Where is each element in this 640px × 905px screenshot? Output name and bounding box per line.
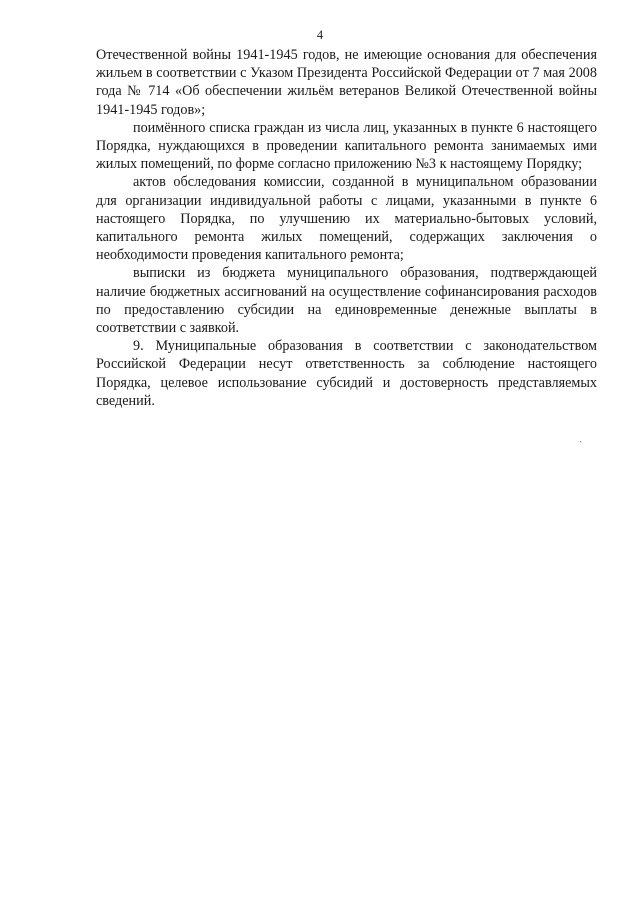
- paragraph-list-of-citizens: поимённого списка граждан из числа лиц, указанных в пункте 6 настоящего Порядка, нуждающихся в проведении капитального ремонта занимаемых ими жилых помещений, по форме согласно приложению №3 к настоящему Порядку;: [96, 119, 597, 173]
- paragraph-continuation: Отечественной войны 1941-1945 годов, не имеющие основания для обеспечения жильем в соответствии с Указом Президента Российской Федерации от 7 мая 2008 года № 714 «Об обеспечении жильём ветеранов Великой Отечественной войны 1941-1945 годов»;: [96, 47, 597, 118]
- stray-mark: ˏ: [579, 432, 583, 443]
- paragraph-budget-extract: выписки из бюджета муниципального образования, подтверждающей наличие бюджетных ассигнований на осуществление софинансирования расходов по предоставлению субсидии на единовременные денежные выплаты в соответствии с заявкой.: [96, 265, 597, 337]
- document-body: [96, 46, 597, 410]
- page-number: 4: [316, 28, 324, 42]
- paragraph-section-9: 9. Муниципальные образования в соответствии с законодательством Российской Федерации несут ответственность за соблюдение настоящего Порядка, целевое использование субсидий и достоверность представляемых сведений.: [96, 338, 597, 409]
- paragraph-inspection-acts: актов обследования комиссии, созданной в муниципальном образовании для организации индивидуальной работы с лицами, указанными в пункте 6 настоящего Порядка, по улучшению их материально-бытовых условий, капитального ремонта жилых помещений, содержащих заключения о необходимости проведения капитального ремонта;: [96, 174, 597, 264]
